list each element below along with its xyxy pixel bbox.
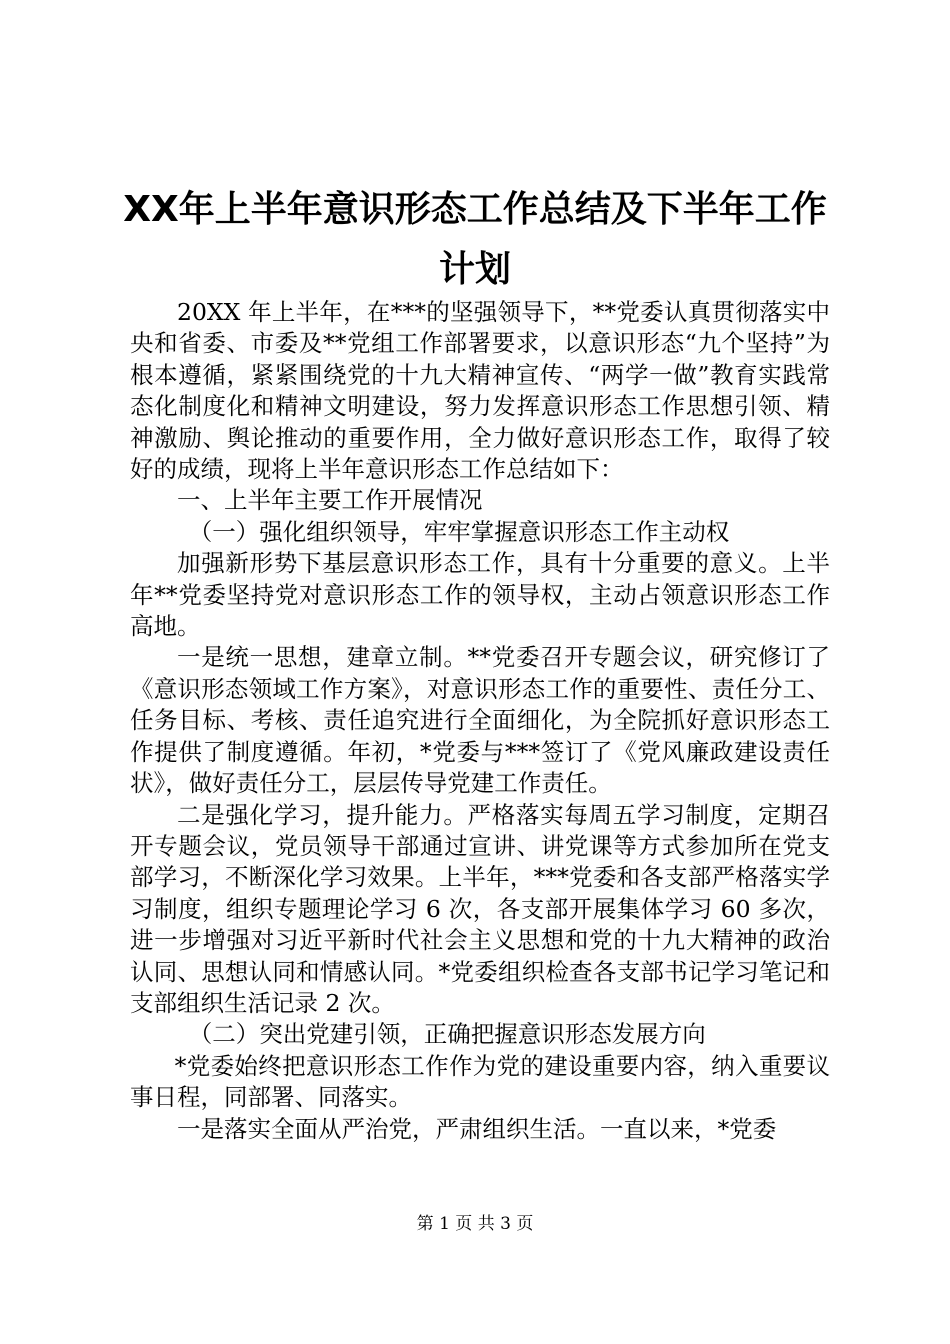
paragraph-4: 一是统一思想，建章立制。**党委召开专题会议，研究修订了《意识形态领域工作方案》，对意识形态工作的重要性、责任分工、任务目标、考核、责任追究进行全面细化，为全院抓好意识形态工作提供了制度遵循。年初，*党委与***签订了《党风廉政建设责任状》，做好责任分工，层层传导党建工作责任。 [130, 643, 830, 798]
document-title-line-2: 计划 [438, 249, 511, 290]
paragraph-7: *党委始终把意识形态工作作为党的建设重要内容，纳入重要议事日程，同部署、同落实。 [130, 1051, 830, 1112]
section-heading-1: 一、上半年主要工作开展情况 [177, 486, 483, 515]
paragraph-8: 一是落实全面从严治党，严肃组织生活。一直以来，*党委 [177, 1114, 777, 1143]
subsection-heading-2: （二）突出党建引领，正确把握意识形态发展方向 [188, 1020, 706, 1049]
subsection-heading-1: （一）强化组织领导，牢牢掌握意识形态工作主动权 [188, 517, 730, 546]
intro-paragraph: 20XX 年上半年，在***的坚强领导下，**党委认真贯彻落实中央和省委、市委及**党组工作部署要求，以意识形态“九个坚持”为根本遵循，紧紧围绕党的十九大精神宣传、“两学一做”教育实践常态化制度化和精神文明建设，努力发挥意识形态工作思想引领、精神激励、舆论推动的重要作用，全力做好意识形态工作，取得了较好的成绩，现将上半年意识形态工作总结如下： [130, 298, 830, 484]
paragraph-5: 二是强化学习，提升能力。严格落实每周五学习制度，定期召开专题会议，党员领导干部通过宣讲、讲党课等方式参加所在党支部学习，不断深化学习效果。上半年，***党委和各支部严格落实学习制度，组织专题理论学习 6 次，各支部开展集体学习 60 多次，进一步增强对习近平新时代社会主义思想和党的十九大精神的政治认同、思想认同和情感认同。*党委组织检查各支部书记学习笔记和支部组织生活记录 2 次。 [130, 800, 830, 1017]
page-footer: 第 1 页 共 3 页 [416, 1214, 534, 1234]
document-body [130, 297, 830, 1145]
paragraph-3: 加强新形势下基层意识形态工作，具有十分重要的意义。上半年**党委坚持党对意识形态工作的领导权，主动占领意识形态工作高地。 [130, 549, 830, 641]
document-title-line-1: XX年上半年意识形态工作总结及下半年工作 [123, 189, 827, 230]
